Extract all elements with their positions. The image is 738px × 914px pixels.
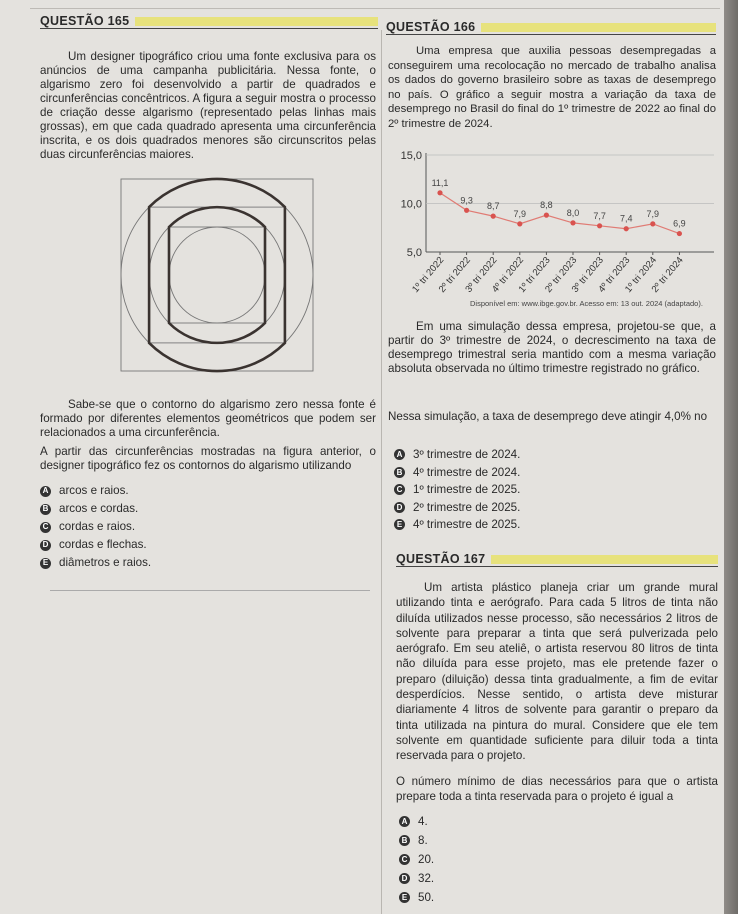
y-tick-label: 5,0 [406,247,422,259]
question-165-header [40,14,378,29]
header-highlight [135,17,378,26]
option-letter-badge: C [40,522,51,533]
question-165-intro: Um designer tipográfico criou uma fonte exclusiva para os anúncios de uma campanha publicitária. Nessa fonte, o algarismo zero foi desenvolvido a partir de quadrados e circunferências concêntricos. A figura a seguir mostra o processo de criação desse algarismo (representado pelas linhas mais grossas), em que cada quadrado apresenta uma circunferência inscrita, e os dois quadrados menores são circunscritos pelas duas circunferências maiores. [40,50,376,161]
y-tick-label: 15,0 [400,150,422,162]
option-text: 32. [418,872,435,885]
option-e[interactable] [394,516,520,534]
option-letter-badge: D [399,873,410,884]
question-167-header [396,552,718,567]
data-label: 11,1 [431,177,449,188]
question-166-para2: Em uma simulação dessa empresa, projetou-se que, a partir do 3º trimestre de 2024, o decrescimento na taxa de desemprego trimestral seria mantido com a mesma variação absoluta observada no último trimestre registrado no gráfico. [388,320,716,375]
option-text: 4. [418,815,428,828]
data-point [517,221,522,226]
question-166-title: QUESTÃO 166 [386,20,476,34]
data-point [570,220,575,225]
option-letter-badge: D [40,540,51,551]
page-top-rule [30,8,720,9]
header-highlight [481,23,716,32]
option-text: 4º trimestre de 2025. [413,518,521,531]
unemployment-line-chart [369,140,724,302]
header-highlight [491,555,718,564]
option-letter-badge: E [399,892,410,903]
question-167-options [399,812,434,907]
data-point [544,213,549,218]
option-text: 50. [418,891,435,904]
x-tick-label: 1º tri 2023 [516,254,553,295]
data-label: 6,9 [673,218,686,229]
data-point [624,226,629,231]
question-167-intro: Um artista plástico planeja criar um grande mural utilizando tinta e aerógrafo. Para cada 5 litros de tinta não diluída utilizados nesse processo, são necessários 2 litros de solvente para preparar a tinta que será pulverizada pelo aerógrafo. Em seu ateliê, o artista reservou 80 litros de tinta não diluída para esse projeto, mas ele pretende fazer o preparo (diluição) dessa tinta gradualmente, a fim de evitar desperdícios. Nesse sentido, o artista deve misturar diariamente 4 litros de solvente para garantir o preparo da tinta utilizada na pintura do mural. Considere que ele tem solvente em quantidade suficiente para diluir toda a tinta reservada para o projeto. [396,581,718,763]
data-label: 8,0 [566,207,580,218]
option-text: 8. [418,834,428,847]
option-d[interactable] [394,499,520,517]
data-point [437,190,442,195]
question-165-prompt: A partir das circunferências mostradas na figura anterior, o designer tipográfico fez os contornos do algarismo utilizando [40,445,376,472]
option-e[interactable] [399,888,434,907]
x-tick-label: 2º tri 2023 [543,254,580,295]
option-a[interactable] [394,446,520,464]
option-letter-badge: C [394,484,405,495]
option-d[interactable] [40,536,151,554]
data-label: 7,7 [593,210,606,221]
option-b[interactable] [40,500,151,518]
data-label: 7,4 [619,213,633,224]
option-a[interactable] [40,482,151,500]
x-tick-label: 1º tri 2024 [622,254,660,295]
option-c[interactable] [399,850,434,869]
question-165-options [40,482,151,572]
option-letter-badge: B [394,467,405,478]
data-label: 7,9 [513,208,527,219]
option-text: 4º trimestre de 2024. [413,465,521,479]
option-c[interactable] [40,518,151,536]
option-letter-badge: E [40,558,51,569]
option-letter-badge: A [394,449,405,460]
data-point [491,214,496,219]
option-text: 20. [418,853,435,866]
data-label: 8,7 [486,201,500,212]
zero-construction-figure [118,176,318,374]
x-tick-label: 4º tri 2022 [489,254,527,295]
question-165-title: QUESTÃO 165 [40,14,130,28]
data-point [677,231,682,236]
section-divider [50,590,370,591]
option-text: cordas e flechas. [59,538,147,551]
photo-background-edge [724,0,738,914]
x-tick-label: 3º tri 2023 [569,254,606,295]
series-line [440,193,679,234]
option-c[interactable] [394,481,520,499]
question-166-header [386,20,716,35]
option-letter-badge: B [399,835,410,846]
question-165-para2: Sabe-se que o contorno do algarismo zero nessa fonte é formado por diferentes elementos geométricos que podem ser relacionados a uma circunferência. [40,398,376,439]
question-166-prompt: Nessa simulação, a taxa de desemprego deve atingir 4,0% no [388,410,708,423]
option-text: arcos e raios. [59,484,129,497]
option-letter-badge: E [394,519,405,530]
data-point [464,208,469,213]
option-letter-badge: A [399,816,410,827]
data-label: 7,9 [646,208,660,219]
data-label: 9,3 [460,195,473,206]
option-letter-badge: B [40,504,51,515]
inner-square [169,227,265,323]
x-tick-label: 2º tri 2024 [649,254,686,295]
data-point [650,221,655,226]
option-text: 3º trimestre de 2024. [413,448,521,461]
chart-source: Disponível em: www.ibge.gov.br. Acesso em: 13 out. 2024 (adaptado). [470,299,703,308]
option-text: diâmetros e raios. [59,556,152,569]
option-letter-badge: A [40,486,51,497]
x-tick-label: 1º tri 2022 [410,254,447,295]
inner-circle [169,227,265,323]
option-text: arcos e cordas. [59,502,139,515]
option-d[interactable] [399,869,434,888]
option-b[interactable] [399,831,434,850]
x-tick-label: 3º tri 2022 [463,254,500,295]
question-167-prompt: O número mínimo de dias necessários para que o artista prepare toda a tinta reservada para o projeto é igual a [396,775,718,803]
option-letter-badge: C [399,854,410,865]
question-167-title: QUESTÃO 167 [396,552,486,566]
option-text: 1º trimestre de 2025. [413,483,521,496]
y-tick-label: 10,0 [400,198,422,211]
option-e[interactable] [40,554,151,572]
question-166-intro: Uma empresa que auxilia pessoas desempregadas a conseguirem uma recolocação no mercado de trabalho analisa os dados do governo brasileiro sobre as taxas de desemprego no país. O gráfico a seguir mostra a variação da taxa de desemprego no Brasil do final do 1º trimestre de 2022 ao final do 2º trimestre de 2024. [388,45,716,130]
zero-digit-outline [149,179,285,371]
option-text: cordas e raios. [59,520,136,533]
option-letter-badge: D [394,502,405,513]
data-label: 8,8 [540,200,553,211]
question-166-options [394,446,520,534]
data-point [597,223,602,228]
option-b[interactable] [394,464,520,482]
x-tick-label: 2º tri 2022 [436,254,473,295]
x-tick-label: 4º tri 2023 [596,254,633,295]
option-a[interactable] [399,812,434,831]
option-text: 2º trimestre de 2025. [413,500,521,514]
